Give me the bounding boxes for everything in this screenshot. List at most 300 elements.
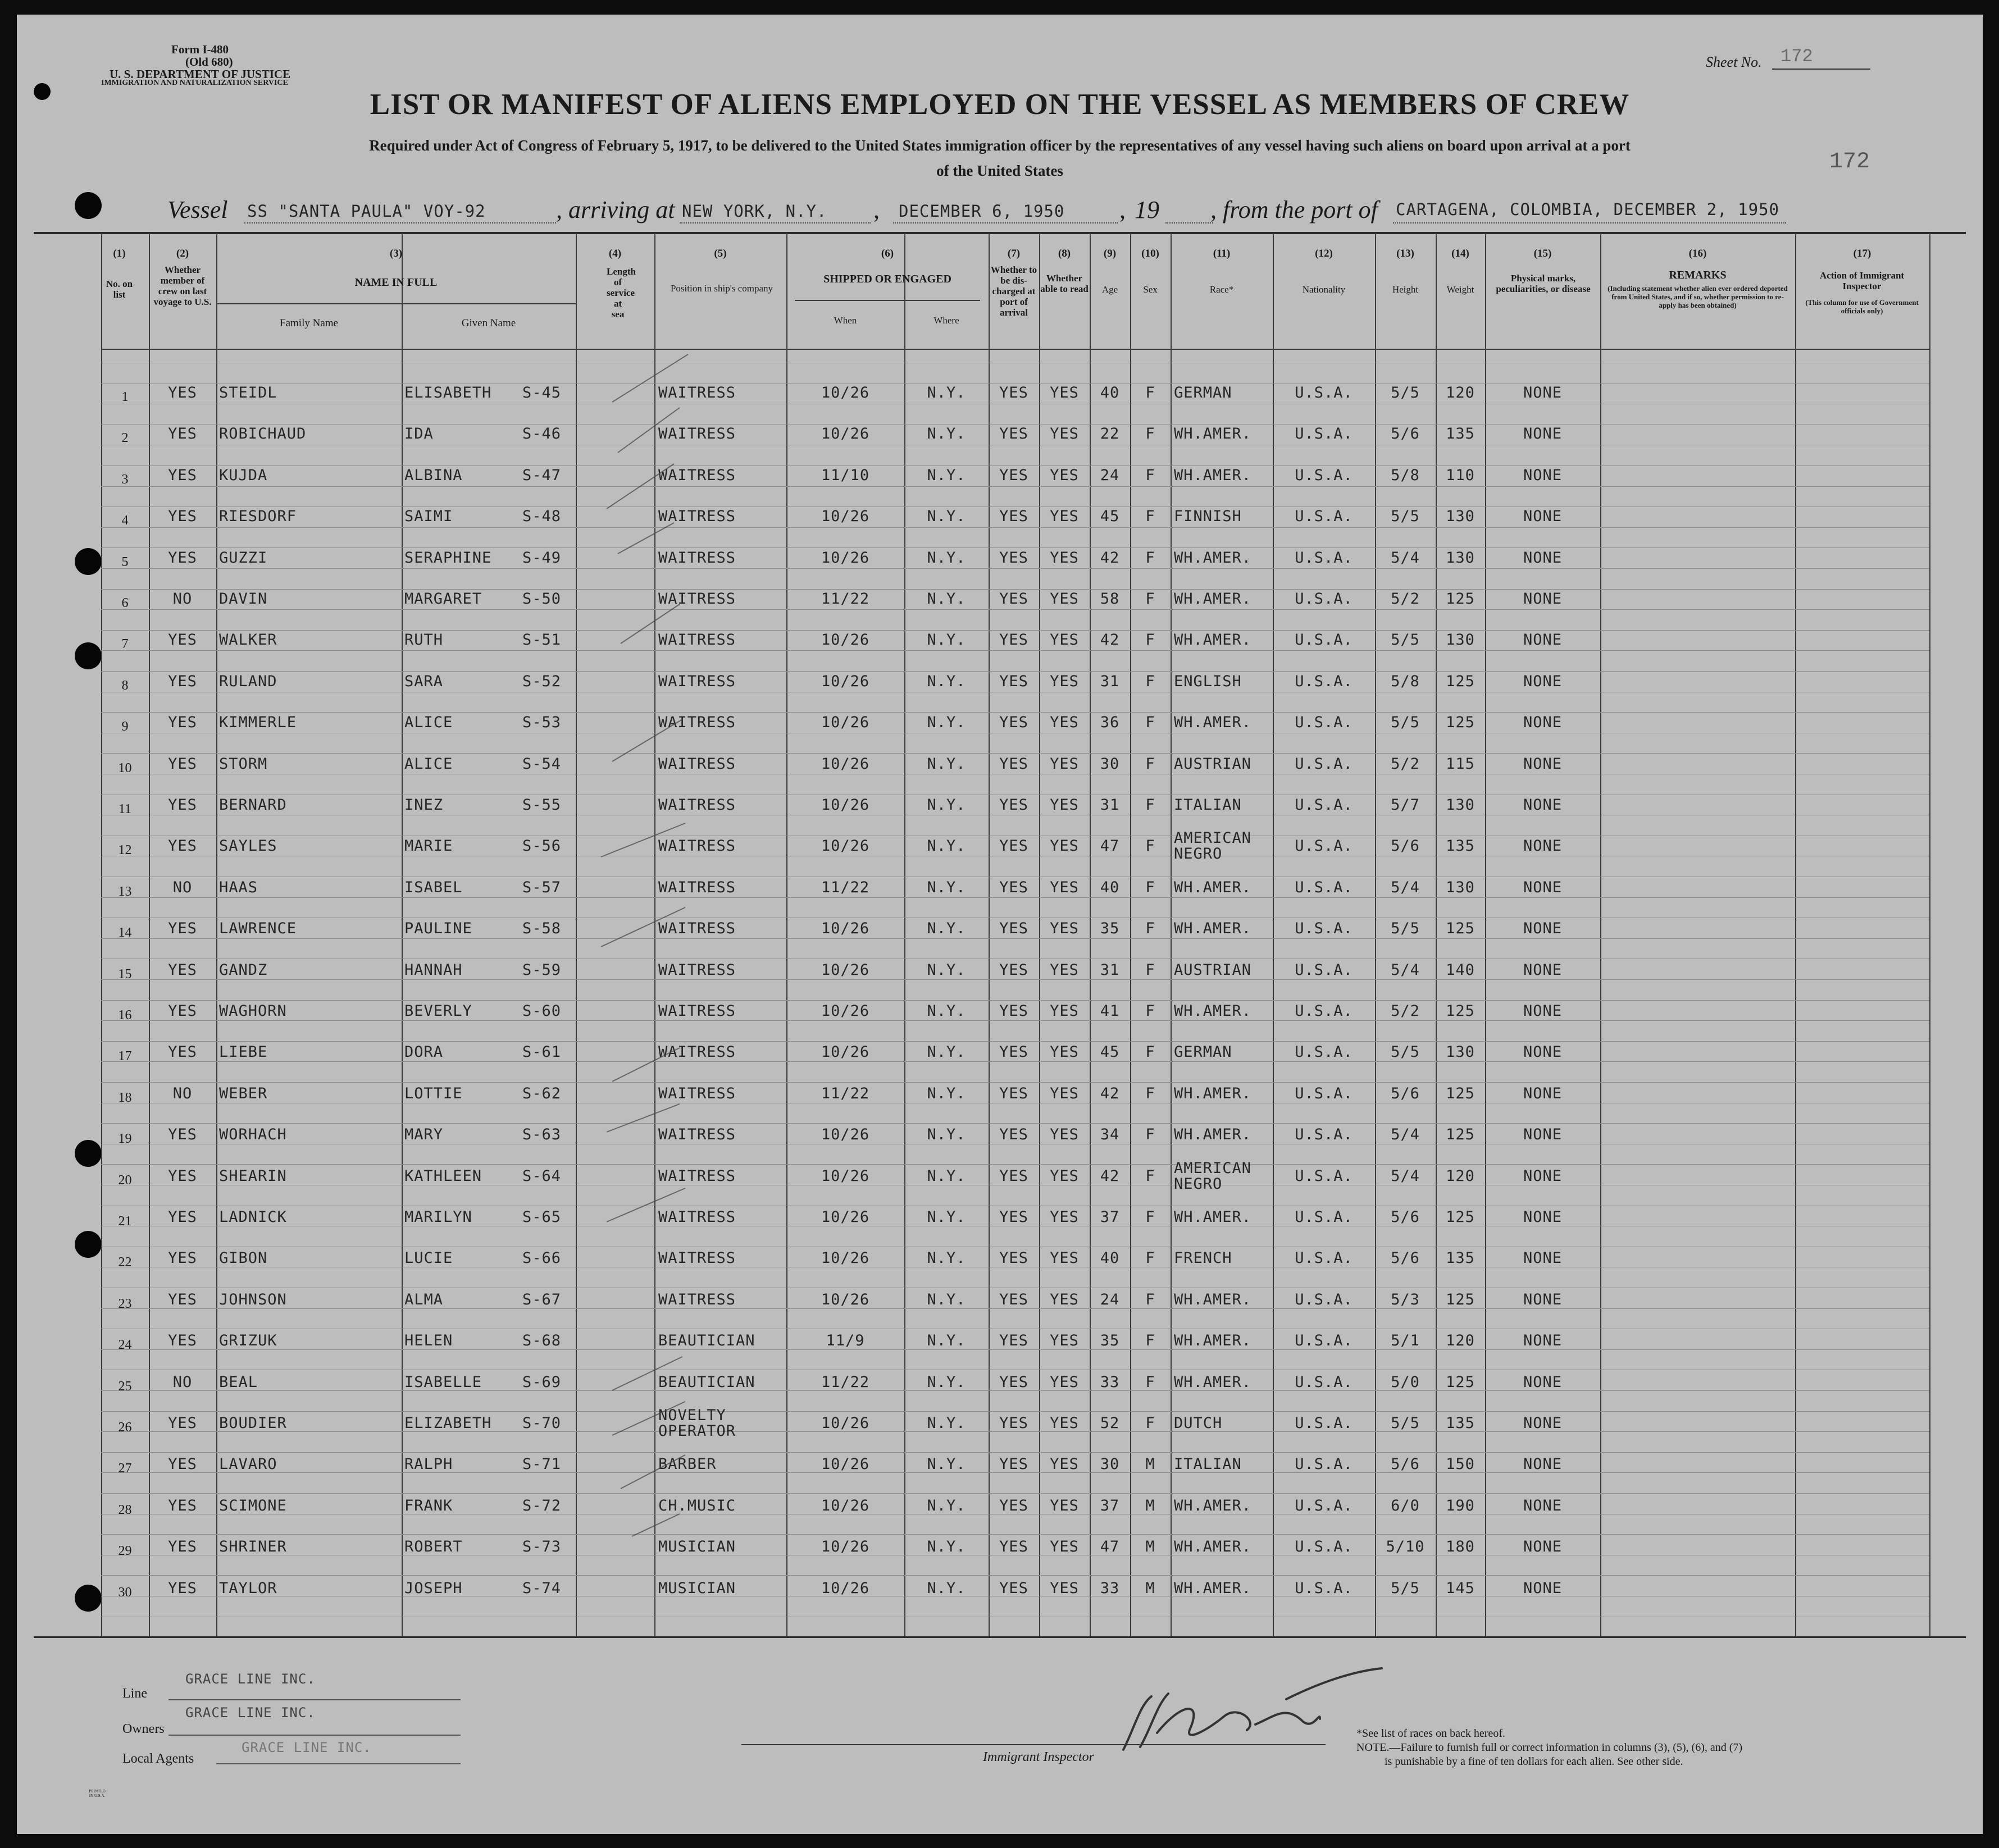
discharged: YES [999,1084,1028,1102]
able-to-read: YES [1050,508,1079,526]
position: CH.MUSIC [658,1496,736,1514]
age: 40 [1100,384,1120,401]
sex: F [1145,384,1155,401]
col1-number: (1) [113,248,126,259]
crew-code: S-67 [522,1290,562,1308]
family-name: LIEBE [219,1043,268,1061]
physical-marks: NONE [1523,1290,1563,1308]
given-name: HELEN [404,1332,453,1350]
height: 5/6 [1391,1249,1420,1267]
race: WH.AMER. [1174,590,1252,608]
given-name: SAIMI [404,508,453,526]
weight: 190 [1446,1496,1475,1514]
crew-code: S-69 [522,1373,562,1391]
position: WAITRESS [658,466,736,484]
departure-port: CARTAGENA, COLOMBIA, DECEMBER 2, 1950 [1396,200,1780,219]
height: 5/5 [1391,1414,1420,1432]
race: WH.AMER. [1174,1084,1252,1102]
weight: 125 [1446,1208,1475,1226]
sheet-number: 172 [1781,46,1813,67]
pencil-stroke [601,907,685,947]
row-number: 6 [121,596,129,610]
race: WH.AMER. [1174,425,1252,443]
able-to-read: YES [1050,1496,1079,1514]
weight: 180 [1446,1538,1475,1556]
col5-header: Position in ship's company [670,283,773,294]
row-number: 25 [118,1379,132,1394]
col4-number: (4) [608,248,622,259]
sex: F [1145,1084,1155,1102]
physical-marks: NONE [1523,1496,1563,1514]
age: 41 [1100,1002,1120,1020]
weight: 125 [1446,1126,1475,1144]
arrival-date: DECEMBER 6, 1950 [899,202,1065,221]
sex: F [1145,1002,1155,1020]
able-to-read: YES [1050,755,1079,773]
nationality: U.S.A. [1295,1414,1353,1432]
physical-marks: NONE [1523,837,1563,855]
shipped-when: 10/26 [821,1290,870,1308]
col17-number: (17) [1853,248,1871,259]
manifest-sheet [17,15,1983,1834]
family-name: BEAL [219,1373,258,1391]
able-to-read: YES [1050,1414,1079,1432]
weight: 125 [1446,1084,1475,1102]
height: 5/2 [1391,590,1420,608]
shipped-when: 11/22 [821,878,870,896]
printer-mark: PRINTED IN U.S.A. [89,1789,106,1798]
race: WH.AMER. [1174,878,1252,896]
sex: F [1145,796,1155,814]
note-text: —Failure to furnish full or correct information in columns (3), (5), (6), and (7) [1389,1741,1743,1754]
owners-value: GRACE LINE INC. [185,1705,316,1721]
col15-number: (15) [1533,248,1552,259]
height: 5/5 [1391,1579,1420,1597]
crew-last-voyage: YES [168,1167,197,1185]
family-name: KIMMERLE [219,714,297,732]
col4-header: Length of service at sea [607,266,636,320]
race: AMERICAN NEGRO [1174,829,1252,863]
row-number: 11 [118,802,132,816]
able-to-read: YES [1050,1002,1079,1020]
nationality: U.S.A. [1295,1043,1353,1061]
age: 22 [1100,425,1120,443]
physical-marks: NONE [1523,466,1563,484]
discharged: YES [999,508,1028,526]
shipped-where: N.Y. [927,1579,966,1597]
family-name: LAVARO [219,1455,277,1473]
able-to-read: YES [1050,1373,1079,1391]
crew-code: S-52 [522,672,562,690]
crew-last-voyage: YES [168,508,197,526]
physical-marks: NONE [1523,1249,1563,1267]
shipped-when: 10/26 [821,1579,870,1597]
crew-last-voyage: YES [168,1208,197,1226]
sex: F [1145,590,1155,608]
discharged: YES [999,1043,1028,1061]
able-to-read: YES [1050,1579,1079,1597]
shipped-where: N.Y. [927,672,966,690]
discharged: YES [999,961,1028,979]
age: 34 [1100,1126,1120,1144]
family-name: WALKER [219,631,277,649]
col5-number: (5) [714,248,727,259]
age: 24 [1100,466,1120,484]
shipped-when: 10/26 [821,672,870,690]
crew-last-voyage: YES [168,384,197,401]
row-number: 16 [118,1008,132,1023]
col2-header: Whether member of crew on last voyage to U.S. [153,264,212,307]
discharged: YES [999,1249,1028,1267]
row-number: 8 [121,678,129,693]
physical-marks: NONE [1523,961,1563,979]
able-to-read: YES [1050,384,1079,401]
discharged: YES [999,1290,1028,1308]
age: 30 [1100,1455,1120,1473]
physical-marks: NONE [1523,549,1563,567]
vessel-label: Vessel [167,196,228,223]
age: 31 [1100,672,1120,690]
shipped-where: N.Y. [927,1290,966,1308]
pencil-stroke [621,1455,685,1489]
able-to-read: YES [1050,1208,1079,1226]
shipped-where: N.Y. [927,466,966,484]
col16-number: (16) [1688,248,1707,259]
crew-last-voyage: YES [168,1579,197,1597]
age: 31 [1100,796,1120,814]
position: WAITRESS [658,549,736,567]
weight: 135 [1446,1414,1475,1432]
age: 35 [1100,1332,1120,1350]
shipped-when: 10/26 [821,796,870,814]
able-to-read: YES [1050,425,1079,443]
discharged: YES [999,1579,1028,1597]
height: 5/6 [1391,425,1420,443]
crew-last-voyage: YES [168,1538,197,1556]
physical-marks: NONE [1523,1126,1563,1144]
crew-last-voyage: YES [168,466,197,484]
sex: F [1145,1208,1155,1226]
race: ENGLISH [1174,672,1242,690]
shipped-when: 10/26 [821,1249,870,1267]
position: NOVELTY OPERATOR [658,1407,736,1440]
crew-code: S-66 [522,1249,562,1267]
form-number: Form I-480 [171,43,229,56]
discharged: YES [999,796,1028,814]
subtitle-line2: of the United States [936,162,1063,179]
nationality: U.S.A. [1295,714,1353,732]
physical-marks: NONE [1523,1455,1563,1473]
family-name: GUZZI [219,549,268,567]
given-name: LOTTIE [404,1084,463,1102]
nationality: U.S.A. [1295,837,1353,855]
shipped-where: N.Y. [927,549,966,567]
physical-marks: NONE [1523,714,1563,732]
weight: 130 [1446,631,1475,649]
family-name: ROBICHAUD [219,425,307,443]
able-to-read: YES [1050,1290,1079,1308]
row-number: 23 [118,1296,132,1311]
able-to-read: YES [1050,1455,1079,1473]
height: 5/5 [1391,384,1420,401]
family-name: STORM [219,755,268,773]
age: 58 [1100,590,1120,608]
crew-last-voyage: YES [168,549,197,567]
given-name: MARIE [404,837,453,855]
height: 5/8 [1391,466,1420,484]
line-underline [169,1699,461,1700]
owners-label: Owners [122,1722,165,1736]
discharged: YES [999,631,1028,649]
sex: F [1145,1414,1155,1432]
crew-last-voyage: NO [172,878,193,896]
col8-header: Whether able to read [1040,273,1089,294]
discharged: YES [999,1332,1028,1350]
sex: F [1145,425,1155,443]
shipped-where: N.Y. [927,384,966,401]
physical-marks: NONE [1523,1002,1563,1020]
age: 37 [1100,1208,1120,1226]
given-name: SERAPHINE [404,549,492,567]
height: 5/5 [1391,920,1420,938]
weight: 135 [1446,837,1475,855]
discharged: YES [999,1373,1028,1391]
able-to-read: YES [1050,714,1079,732]
family-name: SHEARIN [219,1167,287,1185]
col2-number: (2) [176,248,189,259]
crew-code: S-71 [522,1455,562,1473]
col3-header: NAME IN FULL [354,276,438,289]
pencil-stroke [612,354,688,402]
race: DUTCH [1174,1414,1223,1432]
race: WH.AMER. [1174,1002,1252,1020]
agents-underline [216,1763,461,1764]
shipped-when: 11/22 [821,1373,870,1391]
col11-header: Race* [1209,284,1234,295]
age: 31 [1100,961,1120,979]
able-to-read: YES [1050,1084,1079,1102]
shipped-when: 10/26 [821,508,870,526]
shipped-where: N.Y. [927,796,966,814]
weight: 125 [1446,590,1475,608]
height: 5/6 [1391,1208,1420,1226]
col11-number: (11) [1213,248,1231,259]
height: 5/4 [1391,961,1420,979]
given-name: JOSEPH [404,1579,463,1597]
physical-marks: NONE [1523,425,1563,443]
discharged: YES [999,672,1028,690]
pencil-stroke [607,1104,680,1132]
shipped-when: 10/26 [821,631,870,649]
crew-code: S-54 [522,755,562,773]
family-name: LADNICK [219,1208,287,1226]
race: WH.AMER. [1174,549,1252,567]
crew-code: S-46 [522,425,562,443]
physical-marks: NONE [1523,796,1563,814]
sex: F [1145,837,1155,855]
crew-code: S-73 [522,1538,562,1556]
able-to-read: YES [1050,549,1079,567]
height: 5/8 [1391,672,1420,690]
given-name: BEVERLY [404,1002,472,1020]
age: 45 [1100,1043,1120,1061]
crew-code: S-74 [522,1579,562,1597]
crew-last-voyage: YES [168,1043,197,1061]
height: 5/7 [1391,796,1420,814]
pencil-stroke [618,523,674,554]
crew-code: S-57 [522,878,562,896]
row-number: 29 [118,1544,132,1559]
crew-code: S-60 [522,1002,562,1020]
physical-marks: NONE [1523,1332,1563,1350]
position: WAITRESS [658,714,736,732]
sex: F [1145,1332,1155,1350]
crew-code: S-68 [522,1332,562,1350]
crew-last-voyage: YES [168,961,197,979]
age: 30 [1100,755,1120,773]
shipped-when: 10/26 [821,1167,870,1185]
crew-last-voyage: YES [168,1496,197,1514]
weight: 115 [1446,755,1475,773]
discharged: YES [999,590,1028,608]
physical-marks: NONE [1523,631,1563,649]
discharged: YES [999,1167,1028,1185]
nationality: U.S.A. [1295,1373,1353,1391]
sex: M [1145,1496,1155,1514]
sex: M [1145,1538,1155,1556]
given-name: ALBINA [404,466,463,484]
race: FRENCH [1174,1249,1232,1267]
weight: 140 [1446,961,1475,979]
race: WH.AMER. [1174,1496,1252,1514]
shipped-where: N.Y. [927,755,966,773]
shipped-when: 10/26 [821,425,870,443]
weight: 120 [1446,1167,1475,1185]
height: 5/2 [1391,755,1420,773]
position: BEAUTICIAN [658,1332,755,1350]
weight: 135 [1446,1249,1475,1267]
given-name: INEZ [404,796,444,814]
position: WAITRESS [658,1167,736,1185]
pencil-stroke [607,464,674,509]
height: 5/6 [1391,837,1420,855]
nationality: U.S.A. [1295,1126,1353,1144]
row-number: 24 [118,1338,132,1353]
weight: 125 [1446,1373,1475,1391]
family-name: SHRINER [219,1538,287,1556]
crew-last-voyage: YES [168,1002,197,1020]
shipped-where: N.Y. [927,1496,966,1514]
col15-header: Physical marks, peculiarities, or disease [1496,273,1591,294]
col16-header: REMARKS [1669,269,1727,281]
age: 35 [1100,920,1120,938]
pencil-stroke [618,408,680,453]
position: WAITRESS [658,961,736,979]
row-number: 2 [121,431,129,446]
col7-header: Whether to be dis-charged at port of arrival [990,264,1037,318]
shipped-when: 10/26 [821,1043,870,1061]
given-name: SARA [404,672,444,690]
shipped-where: N.Y. [927,878,966,896]
nationality: U.S.A. [1295,796,1353,814]
row-number: 1 [121,390,129,404]
arriving-label: , arriving at [556,196,675,223]
shipped-where: N.Y. [927,1249,966,1267]
shipped-when: 11/22 [821,590,870,608]
nationality: U.S.A. [1295,508,1353,526]
sex: F [1145,714,1155,732]
age: 42 [1100,1167,1120,1185]
sex: F [1145,508,1155,526]
family-name: WORHACH [219,1126,287,1144]
given-name: RALPH [404,1455,453,1473]
age: 36 [1100,714,1120,732]
crew-code: S-63 [522,1126,562,1144]
weight: 130 [1446,549,1475,567]
nationality: U.S.A. [1295,549,1353,567]
row-number: 14 [118,925,132,941]
col13-number: (13) [1396,248,1414,259]
discharged: YES [999,425,1028,443]
agents-label: Local Agents [122,1751,194,1766]
shipped-where: N.Y. [927,837,966,855]
owners-underline [169,1735,461,1736]
row-number: 9 [121,719,129,734]
shipped-when: 10/26 [821,837,870,855]
weight: 125 [1446,672,1475,690]
shipped-when: 10/26 [821,384,870,401]
height: 5/4 [1391,549,1420,567]
position: WAITRESS [658,1002,736,1020]
given-name: KATHLEEN [404,1167,482,1185]
able-to-read: YES [1050,1167,1079,1185]
shipped-where: N.Y. [927,1373,966,1391]
col1-header: No. on list [106,279,133,300]
shipped-where: N.Y. [927,631,966,649]
position: WAITRESS [658,755,736,773]
height: 5/6 [1391,1084,1420,1102]
given-name: ALICE [404,755,453,773]
height: 5/3 [1391,1290,1420,1308]
row-number: 20 [118,1172,132,1188]
shipped-when: 10/26 [821,755,870,773]
height: 6/0 [1391,1496,1420,1514]
race: WH.AMER. [1174,1538,1252,1556]
shipped-where: N.Y. [927,920,966,938]
discharged: YES [999,878,1028,896]
crew-code: S-55 [522,796,562,814]
col3-given-header: Given Name [461,317,516,329]
family-name: RIESDORF [219,508,297,526]
shipped-where: N.Y. [927,1043,966,1061]
given-name: LUCIE [404,1249,453,1267]
nationality: U.S.A. [1295,1002,1353,1020]
weight: 125 [1446,714,1475,732]
given-name: ALICE [404,714,453,732]
nationality: U.S.A. [1295,466,1353,484]
family-name: SAYLES [219,837,277,855]
race: GERMAN [1174,384,1232,401]
department-name: U. S. DEPARTMENT OF JUSTICE [110,67,291,81]
col6-header: SHIPPED OR ENGAGED [823,273,951,285]
row-number: 27 [118,1461,132,1476]
position: WAITRESS [658,1126,736,1144]
able-to-read: YES [1050,796,1079,814]
nationality: U.S.A. [1295,1167,1353,1185]
discharged: YES [999,1538,1028,1556]
discharged: YES [999,466,1028,484]
family-name: JOHNSON [219,1290,287,1308]
